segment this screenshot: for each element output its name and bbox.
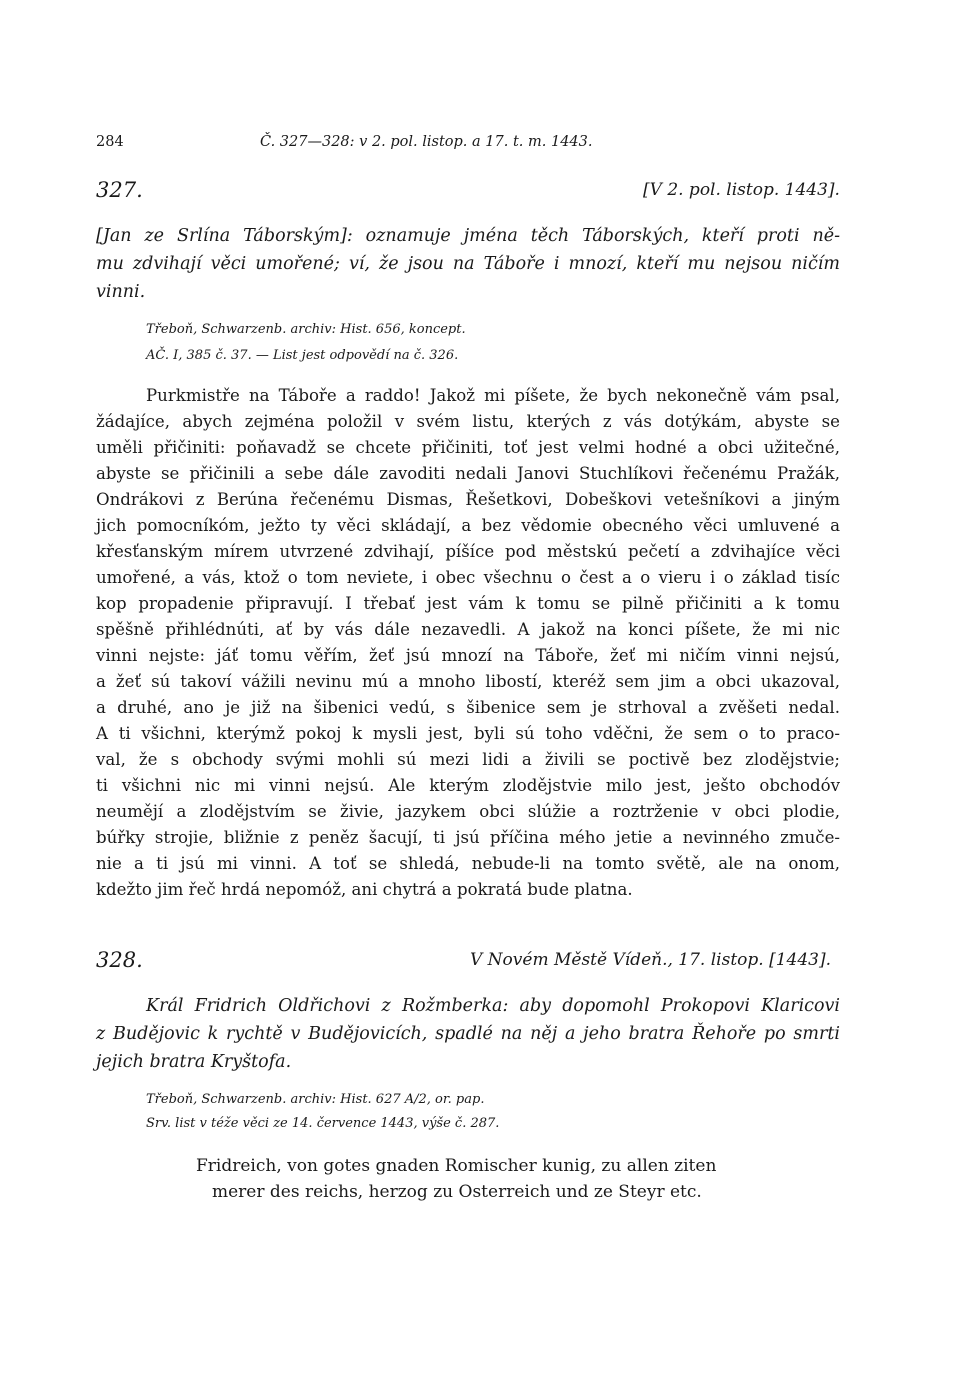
body-line: val, že s obchody svými mohli sú mezi lidi a živili se poctivě bez zlodějstvie; <box>96 750 840 769</box>
body-line: jich pomocníkóm, ježto ty věci skládají, a bez vědomie obecného věci umluvené a <box>96 516 840 535</box>
document-number-327: 327. <box>96 178 143 202</box>
body-line: neumějí a zlodějstvím se živie, jazykem obci slúžie a roztrženie v obci plodie, <box>96 802 840 821</box>
body-line: kdežto jim řeč hrdá nepomóž, ani chytrá a pokratá bude platna. <box>96 880 633 899</box>
regest-line: z Budějovic k rychtě v Budějovicích, spadlé na něj a jeho bratra Řehoře po smrti <box>96 1024 840 1044</box>
document-date-328: V Novém Městě Vídeň., 17. listop. [1443]. <box>470 950 832 970</box>
body-line: žádajíce, abych zejména položil v svém listu, kterých z vás dotýkám, abyste se <box>96 412 840 431</box>
regest-line: mu zdvihají věci umořené; ví, že jsou na Táboře i mnozí, kteří mu nejsou ničím <box>96 254 840 274</box>
body-line: ti všichni nic mi vinni nejsú. Ale kterým zlodějstvie milo jest, ješto obchodóv <box>96 776 840 795</box>
source-line: Třeboň, Schwarzenb. archiv: Hist. 656, koncept. <box>146 322 466 337</box>
body-line: Purkmistře na Táboře a raddo! Jakož mi píšete, že bych nekonečně vám psal, <box>146 386 840 405</box>
body-line: křesťanským mírem utvrzené zdvihají, píšíce pod městskú pečetí a zdvihajíce věci <box>96 542 840 561</box>
body-line: abyste se přičinili a sebe dále zavoditi nedali Janovi Stuchlíkovi řečenému Pražák, <box>96 464 840 483</box>
regest-line: Král Fridrich Oldřichovi z Rožmberka: aby dopomohl Prokopovi Klaricovi <box>146 996 840 1016</box>
regest-line: jejich bratra Kryštofa. <box>96 1052 292 1072</box>
body-line: a druhé, ano je již na šibenici vedú, s šibenice sem je strhoval a zvěšeti nedal. <box>96 698 840 717</box>
body-line: merer des reichs, herzog zu Osterreich und ze Steyr etc. <box>212 1182 702 1202</box>
source-line: AČ. I, 385 č. 37. — List jest odpovědí na č. 326. <box>146 348 459 363</box>
body-line: kop propadenie připravují. I třebať jest vám k tomu se pilně přičiniti a k tomu <box>96 594 840 613</box>
body-line: Fridreich, von gotes gnaden Romischer kunig, zu allen ziten <box>196 1156 717 1176</box>
body-line: vinni nejste: jáť tomu věřím, žeť jsú mnozí na Táboře, žeť mi ničím vinni nejsú, <box>96 646 840 665</box>
body-line: spěšně přihlédnúti, ať by vás dále nezavedli. A jakož na konci píšete, že mi nic <box>96 620 840 639</box>
regest-line: [Jan ze Srlína Táborským]: oznamuje jména těch Táborských, kteří proti ně- <box>96 226 840 246</box>
document-number-328: 328. <box>96 948 143 972</box>
regest-line: vinni. <box>96 282 146 302</box>
document-date-327: [V 2. pol. listop. 1443]. <box>643 180 840 200</box>
body-line: nie a ti jsú mi vinni. A toť se shledá, nebude-li na tomto světě, ale na onom, <box>96 854 840 873</box>
body-line: búřky strojie, bližnie z peněz šacují, ti jsú příčina mého jetie a nevinného zmuče- <box>96 828 840 847</box>
body-line: uměli přičiniti: poňavadž se chcete přičiniti, toť jest velmi hodné a obci užitečné, <box>96 438 840 457</box>
running-title: Č. 327—328: v 2. pol. listop. a 17. t. m. 1443. <box>260 134 593 150</box>
source-line: Srv. list v téže věci ze 14. července 1443, výše č. 287. <box>146 1116 500 1131</box>
body-line: A ti všichni, kterýmž pokoj k mysli jest, byli sú toho vděčni, že sem o to praco- <box>96 724 840 743</box>
page-number: 284 <box>96 134 124 150</box>
body-line: umořené, a vás, ktož o tom neviete, i obec všechnu o čest a o vieru i o základ tisíc <box>96 568 840 587</box>
body-line: a žeť sú takoví vážili nevinu mú a mnoho libostí, kteréž sem jim a obci ukazoval, <box>96 672 840 691</box>
source-line: Třeboň, Schwarzenb. archiv: Hist. 627 A/2, or. pap. <box>146 1092 485 1107</box>
body-line: Ondrákovi z Berúna řečenému Dismas, Řešetkovi, Dobeškovi vetešníkovi a jiným <box>96 490 840 509</box>
